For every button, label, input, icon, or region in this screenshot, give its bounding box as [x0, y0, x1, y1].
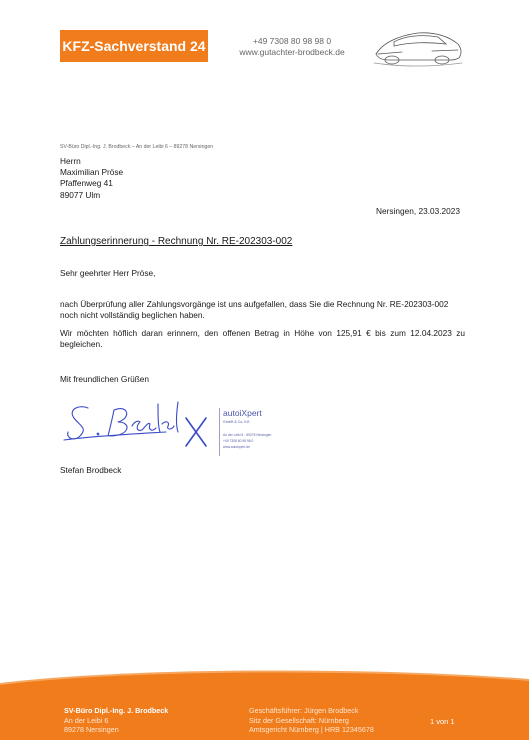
stamp-divider — [219, 408, 220, 456]
letter-date: Nersingen, 23.03.2023 — [376, 206, 460, 216]
stamp-phone: +49 7308 80 98 98 0 — [223, 439, 254, 443]
signer-name: Stefan Brodbeck — [60, 465, 122, 475]
recipient-city: 89077 Ulm — [60, 189, 101, 200]
stamp-website: www.autoixpert.de — [223, 445, 250, 449]
stamp-company-subtitle: GmbH & Co. KG — [223, 420, 250, 424]
footer-manager: Geschäftsführer: Jürgen Brodbeck — [249, 706, 359, 715]
footer-street: An der Leibi 6 — [64, 715, 109, 725]
header-contact — [228, 36, 356, 58]
recipient-street: Pfaffenweg 41 — [60, 178, 113, 189]
company-stamp — [219, 408, 299, 456]
recipient-name: Maximilian Pröse — [60, 167, 124, 178]
recipient-salutation: Herrn — [60, 156, 81, 166]
footer-city: 89278 Nersingen — [64, 725, 119, 734]
letter-greeting: Sehr geehrter Herr Pröse, — [60, 268, 156, 278]
body-paragraph-1: nach Überprüfung aller Zahlungsvorgänge ist uns aufgefallen, dass Sie die Rechnung Nr. RE-202303-002 noch nicht vollständig beglichen haben. — [60, 299, 449, 321]
recipient-address — [60, 156, 123, 201]
stamp-address: An der Leibi 6 · 89278 Nersingen — [223, 433, 272, 437]
footer-legal — [249, 706, 374, 735]
body-paragraph-2: Wir möchten höflich daran erinnern, den offenen Betrag in Höhe von 125,91 € bis zum 12.04.2023 zu begleichen. — [60, 328, 465, 350]
letter-closing: Mit freundlichen Grüßen — [60, 374, 150, 384]
company-logo: KFZ-Sachverstand 24 — [60, 30, 208, 62]
stamp-company-name: autoiXpert — [223, 408, 262, 418]
sender-line: SV-Büro Dipl.-Ing. J. Brodbeck – An der Leibi 6 – 89278 Nersingen — [60, 144, 214, 150]
footer-company-name: SV-Büro Dipl.-Ing. J. Brodbeck — [64, 706, 169, 715]
letter-subject: Zahlungserinnerung - Rechnung Nr. RE-202303-002 — [60, 236, 293, 247]
car-sketch-icon — [372, 24, 464, 70]
header-website: www.gutachter-brodbeck.de — [239, 47, 345, 57]
footer-seat: Sitz der Gesellschaft: Nürnberg — [249, 715, 349, 725]
header-phone: +49 7308 80 98 98 0 — [252, 36, 332, 46]
footer-company — [64, 706, 168, 735]
page-number: 1 von 1 — [430, 717, 455, 726]
signature-image — [62, 396, 218, 450]
footer-register: Amtsgericht Nürnberg | HRB 12345678 — [249, 725, 374, 734]
